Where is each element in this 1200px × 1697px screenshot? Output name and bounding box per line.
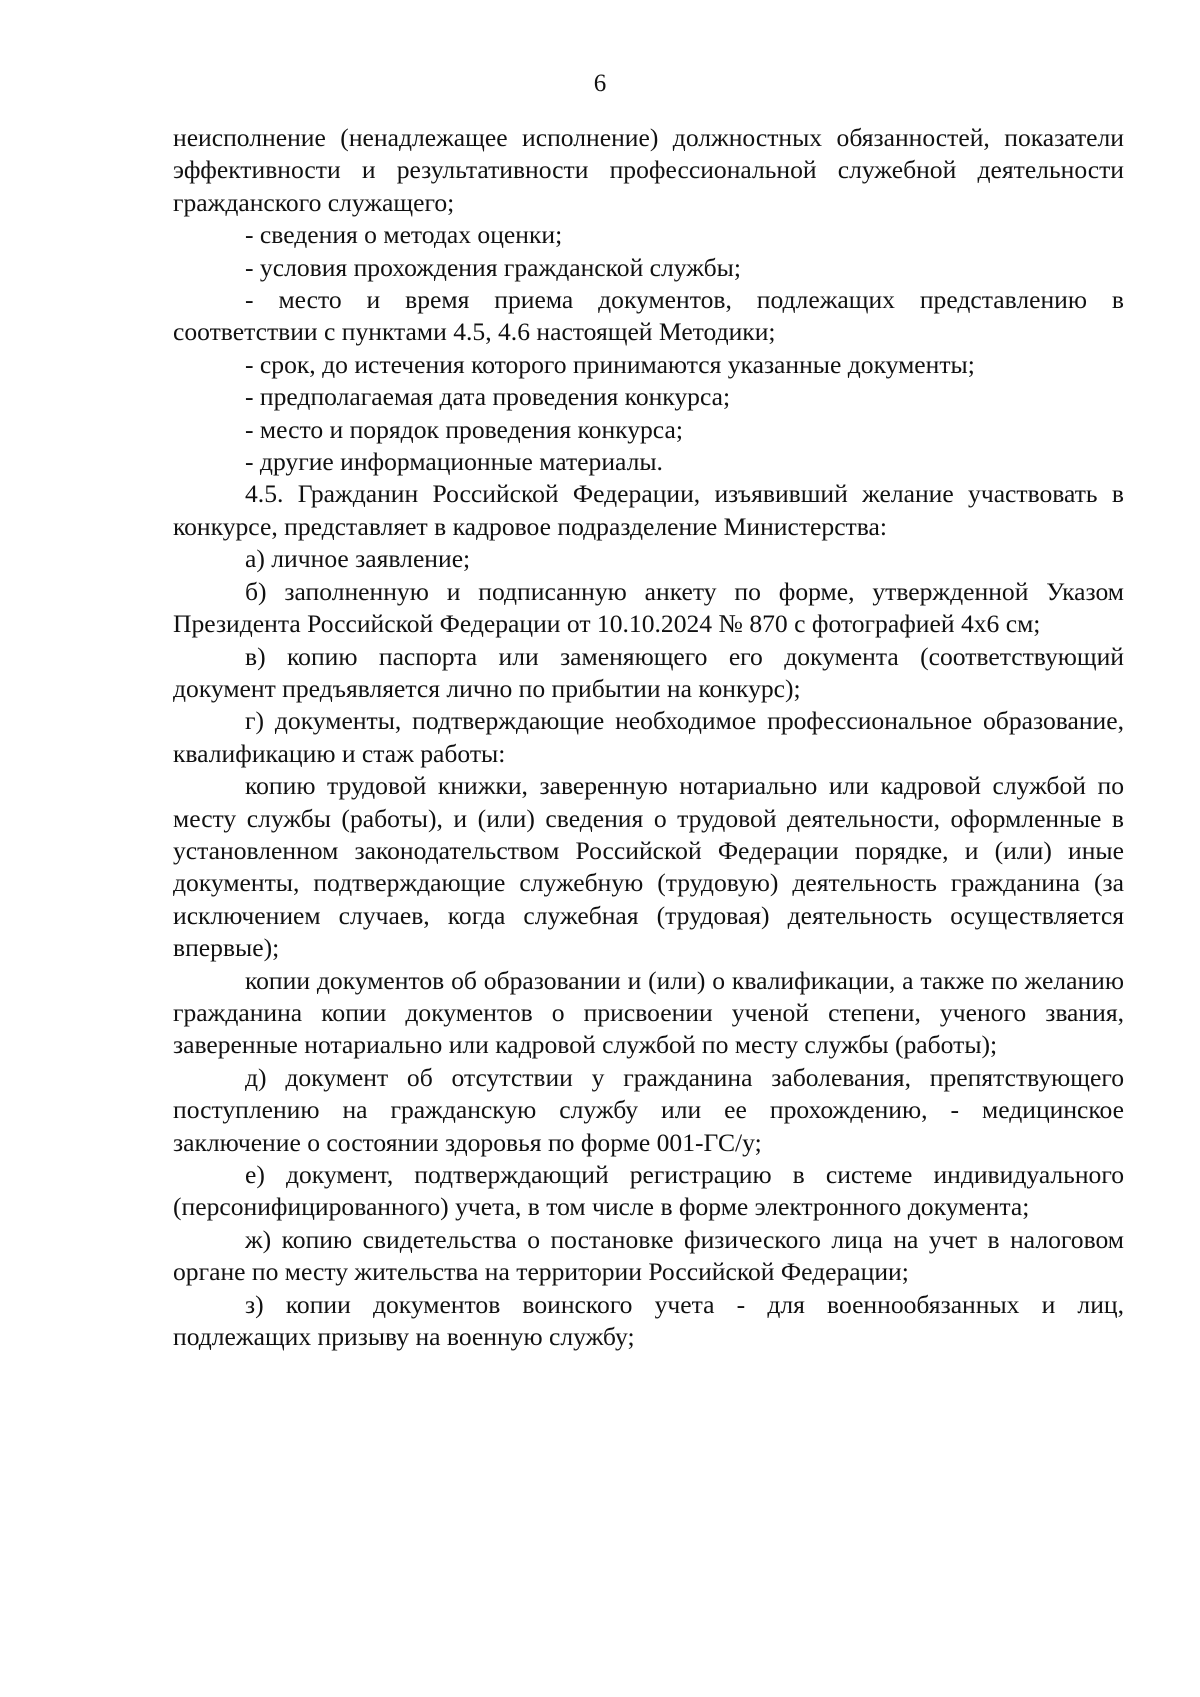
paragraph-section-4-5: 4.5. Гражданин Российской Федерации, изъявивший желание участвовать в конкурсе, представляет в кадровое подразделение Министерства: <box>173 479 1124 541</box>
page-number: 6 <box>593 70 607 97</box>
list-item-zh: ж) копию свидетельства о постановке физического лица на учет в налоговом органе по месту жительства на территории Российской Федерации; <box>173 1224 1124 1287</box>
list-item-z: з) копии документов воинского учета - для военнообязанных и лиц, подлежащих призыву на военную службу; <box>173 1289 1124 1352</box>
list-item-e: е) документ, подтверждающий регистрацию в системе индивидуального (персонифицированного) учета, в том числе в форме электронного документа; <box>173 1160 1124 1222</box>
paragraph-document-reception: - место и время приема документов, подлежащих представлению в соответствии с пунктами 4.5, 4.6 настоящей Методики; <box>173 285 1124 347</box>
paragraph-education-docs: копии документов об образовании и (или) о квалификации, а также по желанию гражданина копии документов о присвоении ученой степени, ученого звания, заверенные нотариально или кадровой службой по месту службы (работы); <box>173 965 1124 1060</box>
list-item-a: а) личное заявление; <box>245 544 471 574</box>
paragraph-duties-continuation: неисполнение (ненадлежащее исполнение) должностных обязанностей, показатели эффективности и результативности профессиональной служебной деятельности гражданского служащего; <box>173 123 1124 217</box>
paragraph-assessment-methods: - сведения о методах оценки; <box>245 220 563 250</box>
list-item-v: в) копию паспорта или заменяющего его документа (соответствующий документ предъявляется лично по прибытии на конкурс); <box>173 641 1124 703</box>
paragraph-expected-date: - предполагаемая дата проведения конкурса; <box>245 382 731 412</box>
paragraph-other-materials: - другие информационные материалы. <box>245 447 663 477</box>
paragraph-deadline: - срок, до истечения которого принимаются указанные документы; <box>245 349 975 379</box>
list-item-d: д) документ об отсутствии у гражданина заболевания, препятствующего поступлению на гражданскую службу или ее прохождению, - медицинское заключение о состоянии здоровья по форме 001-ГС/у; <box>173 1062 1124 1157</box>
list-item-b: б) заполненную и подписанную анкету по форме, утвержденной Указом Президента Российской Федерации от 10.10.2024 № 870 с фотографией 4х6 см; <box>173 576 1124 639</box>
paragraph-work-book: копию трудовой книжки, заверенную нотариально или кадровой службой по месту службы (работы), и (или) сведения о трудовой деятельности, оформленные в установленном законодательством Российской Федерации порядке, и (или) иные документы, подтверждающие служебную (трудовую) деятельность гражданина (за исключением случаев, когда служебная (трудовая) деятельность осуществляется впервые); <box>173 771 1124 963</box>
document-body <box>173 122 1124 1353</box>
list-item-g: г) документы, подтверждающие необходимое профессиональное образование, квалификацию и стаж работы: <box>173 706 1124 768</box>
paragraph-place-procedure: - место и порядок проведения конкурса; <box>245 414 683 444</box>
paragraph-service-conditions: - условия прохождения гражданской службы; <box>245 252 741 282</box>
